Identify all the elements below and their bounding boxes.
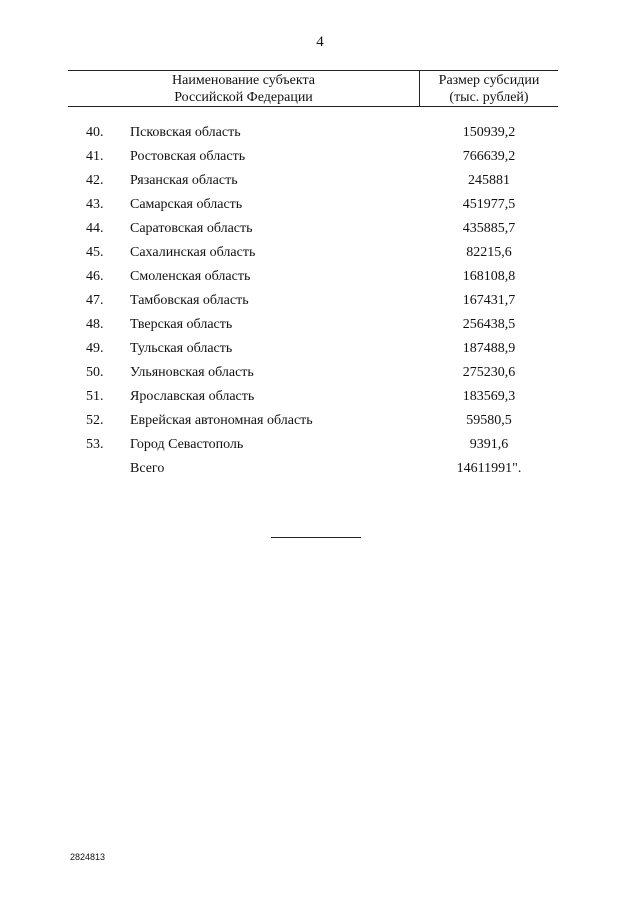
table-row	[0, 363, 640, 387]
row-subsidy-value: 183569,3	[462, 389, 516, 404]
table-row	[0, 435, 640, 459]
row-region-name: Город Севастополь	[130, 437, 244, 452]
row-region-name: Тверская область	[130, 317, 233, 332]
row-number: 49.	[86, 341, 104, 356]
row-subsidy-value: 256438,5	[462, 317, 516, 332]
column-header-region-name-line1: Наименование субъекта	[172, 73, 315, 88]
row-number: 47.	[86, 293, 104, 308]
row-region-name: Саратовская область	[130, 221, 253, 236]
total-row	[0, 459, 640, 483]
column-header-subsidy-amount-line2: (тыс. рублей)	[449, 90, 529, 105]
row-region-name: Сахалинская область	[130, 245, 256, 260]
table-row	[0, 243, 640, 267]
row-region-name: Псковская область	[130, 125, 241, 140]
column-header-region-name	[68, 72, 419, 106]
total-value: 14611991".	[456, 461, 522, 476]
column-header-subsidy-amount	[420, 72, 558, 106]
table-row	[0, 291, 640, 315]
row-subsidy-value: 59580,5	[466, 413, 512, 428]
page-number: 4	[316, 34, 324, 50]
row-region-name: Ростовская область	[130, 149, 246, 164]
row-subsidy-value: 82215,6	[466, 245, 512, 260]
row-subsidy-value: 167431,7	[462, 293, 516, 308]
table-row	[0, 195, 640, 219]
row-number: 43.	[86, 197, 104, 212]
row-number: 52.	[86, 413, 104, 428]
row-subsidy-value: 435885,7	[462, 221, 516, 236]
row-region-name: Смоленская область	[130, 269, 251, 284]
row-subsidy-value: 187488,9	[462, 341, 516, 356]
document-code: 2824813	[70, 852, 106, 862]
row-number: 48.	[86, 317, 104, 332]
table-row	[0, 411, 640, 435]
row-region-name: Ярославская область	[130, 389, 255, 404]
table-header-bottom-rule	[68, 106, 558, 107]
table-row	[0, 171, 640, 195]
column-header-region-name-line2: Российской Федерации	[174, 90, 313, 105]
table-row	[0, 267, 640, 291]
row-number: 50.	[86, 365, 104, 380]
column-header-subsidy-amount-line1: Размер субсидии	[438, 73, 540, 88]
subsidy-table-body	[0, 123, 640, 483]
row-subsidy-value: 451977,5	[462, 197, 516, 212]
row-number: 51.	[86, 389, 104, 404]
row-number: 46.	[86, 269, 104, 284]
row-subsidy-value: 9391,6	[469, 437, 509, 452]
table-row	[0, 339, 640, 363]
table-header-top-rule	[68, 70, 558, 71]
row-number: 44.	[86, 221, 104, 236]
row-region-name: Самарская область	[130, 197, 243, 212]
row-region-name: Рязанская область	[130, 173, 238, 188]
end-of-document-rule	[271, 537, 361, 538]
row-subsidy-value: 168108,8	[462, 269, 516, 284]
row-region-name: Еврейская автономная область	[130, 413, 313, 428]
row-region-name: Тульская область	[130, 341, 233, 356]
row-subsidy-value: 245881	[468, 173, 510, 188]
total-label: Всего	[130, 461, 165, 476]
table-row	[0, 315, 640, 339]
row-number: 53.	[86, 437, 104, 452]
row-number: 45.	[86, 245, 104, 260]
row-number: 40.	[86, 125, 104, 140]
table-row	[0, 387, 640, 411]
row-subsidy-value: 766639,2	[462, 149, 516, 164]
row-number: 41.	[86, 149, 104, 164]
row-region-name: Ульяновская область	[130, 365, 254, 380]
table-row	[0, 123, 640, 147]
table-row	[0, 219, 640, 243]
row-subsidy-value: 150939,2	[462, 125, 516, 140]
row-number: 42.	[86, 173, 104, 188]
row-region-name: Тамбовская область	[130, 293, 249, 308]
row-subsidy-value: 275230,6	[462, 365, 516, 380]
table-row	[0, 147, 640, 171]
